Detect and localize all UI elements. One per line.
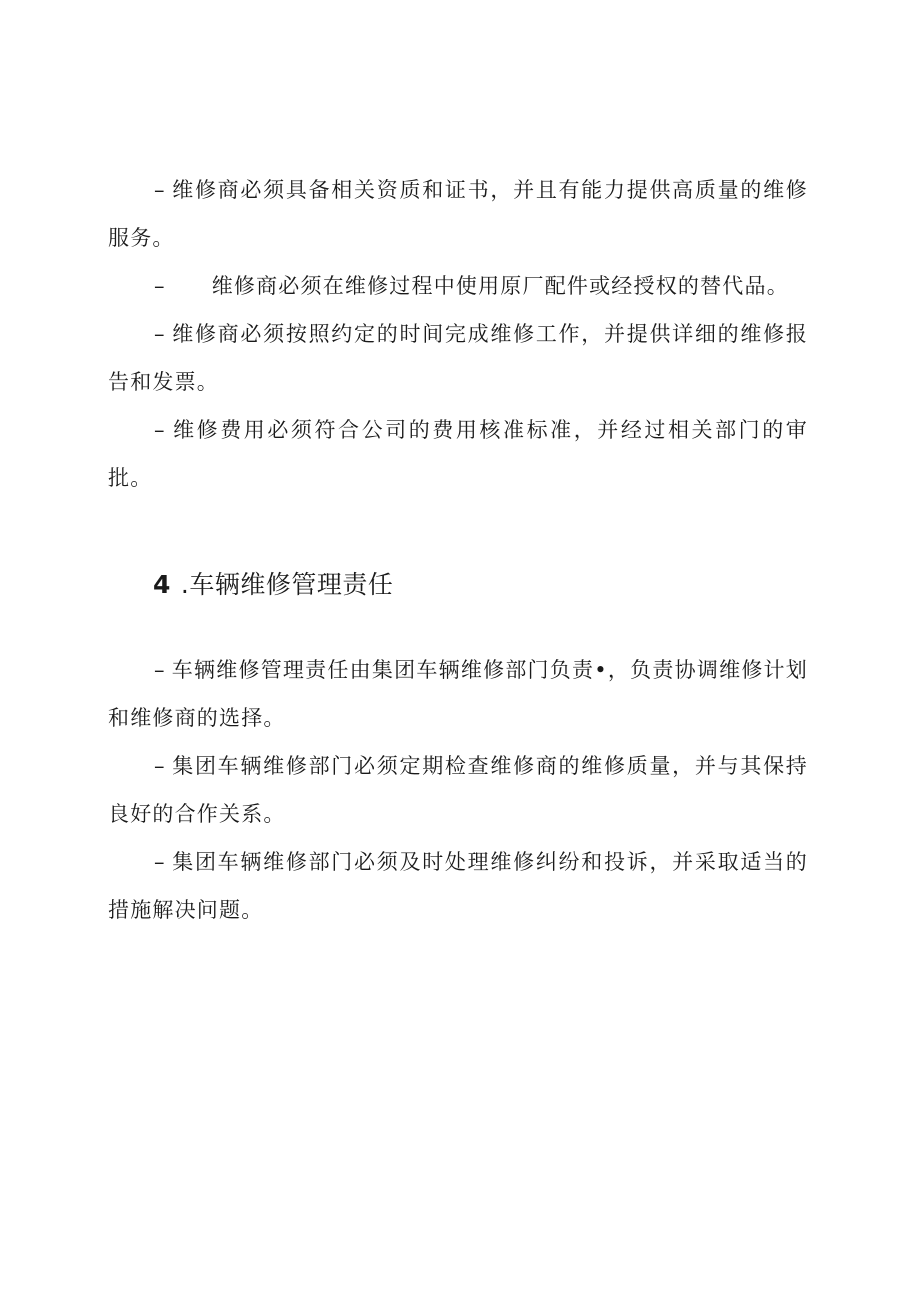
paragraph-dispute-handling [108,838,808,934]
section-heading [153,561,393,609]
section-title: .车辆维修管理责任 [180,570,394,599]
paragraph-completion-time [108,310,808,406]
paragraph-vendor-qualification [108,166,808,262]
paragraph-text: 维修费用必须符合公司的费用核准标准，并经过相关部门的审批。 [108,418,808,490]
paragraph-cost-approval [108,406,808,502]
list-dash: – [154,850,166,874]
list-dash: – [154,178,166,202]
paragraph-text: 维修商必须具备相关资质和证书，并且有能力提供高质量的维修服务。 [108,178,808,250]
list-dash: – [154,322,166,346]
paragraph-text: 集团车辆维修部门必须及时处理维修纠纷和投诉，并采取适当的措施解决问题。 [108,850,808,922]
list-dash: – [154,658,166,682]
paragraph-quality-inspection [108,742,808,838]
paragraph-management-responsibility [108,646,808,742]
paragraph-original-parts [108,262,808,310]
paragraph-text: 集团车辆维修部门必须定期检查维修商的维修质量，并与其保持良好的合作关系。 [108,754,808,826]
paragraph-text: 维修商必须按照约定的时间完成维修工作，并提供详细的维修报告和发票。 [108,322,808,394]
list-dash: – [154,418,166,442]
list-dash: – [154,274,166,298]
paragraph-text: 维修商必须在维修过程中使用原厂配件或经授权的替代品。 [211,274,789,298]
list-dash: – [154,754,166,778]
paragraph-text: 车辆维修管理责任由集团车辆维修部门负责•，负责协调维修计划和维修商的选择。 [108,658,808,730]
section-number: 4 [153,570,171,599]
